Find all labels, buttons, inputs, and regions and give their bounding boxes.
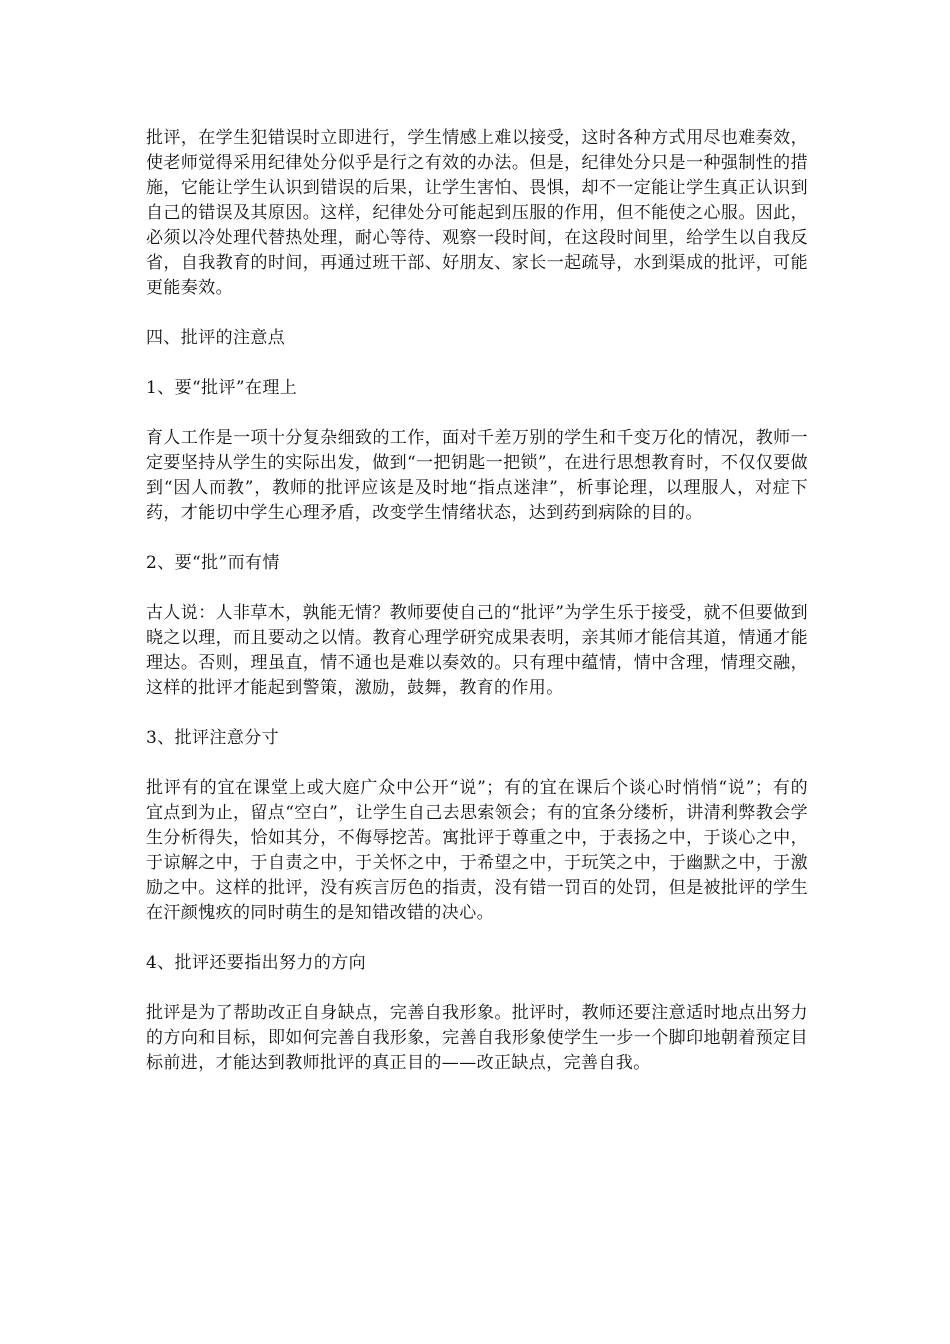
section-heading-attention-points: 四、批评的注意点 [146,328,286,348]
paragraph-criticism-direction: 批评是为了帮助改正自身缺点，完善自我形象。批评时，教师还要注意适时地点出努力的方向和目标，即如何完善自我形象，完善自我形象使学生一步一个脚印地朝着预定目标前进，才能达到教师批评的真正目的——改正缺点，完善自我。 [146,1003,808,1073]
paragraph-criticism-reason: 育人工作是一项十分复杂细致的工作，面对千差万别的学生和千变万化的情况，教师一定要坚持从学生的实际出发，做到“一把钥匙一把锁”，在进行思想教育时，不仅仅要做到“因人而教”，教师的批评应该是及时地“指点迷津”，析事论理，以理服人，对症下药，才能切中学生心理矛盾，改变学生情绪状态，达到药到病除的目的。 [146,428,808,523]
subheading-criticism-emotion: 2、要“批”而有情 [146,553,280,573]
subheading-criticism-reason: 1、要“批评”在理上 [146,378,298,398]
subheading-criticism-measure: 3、批评注意分寸 [146,728,280,748]
paragraph-cold-treatment: 批评，在学生犯错误时立即进行，学生情感上难以接受，这时各种方式用尽也难奏效，使老师觉得采用纪律处分似乎是行之有效的办法。但是，纪律处分只是一种强制性的措施，它能让学生认识到错误的后果，让学生害怕、畏惧，却不一定能让学生真正认识到自己的错误及其原因。这样，纪律处分可能起到压服的作用，但不能使之心服。因此，必须以冷处理代替热处理，耐心等待、观察一段时间，在这段时间里，给学生以自我反省，自我教育的时间，再通过班干部、好朋友、家长一起疏导，水到渠成的批评，可能更能奏效。 [146,128,808,298]
paragraph-criticism-measure: 批评有的宜在课堂上或大庭广众中公开“说”；有的宜在课后个谈心时悄悄“说”；有的宜点到为止，留点“空白”，让学生自己去思索领会；有的宜条分缕析，讲清利弊教会学生分析得失，恰如其分，不侮辱挖苦。寓批评于尊重之中，于表扬之中，于谈心之中，于谅解之中，于自责之中，于关怀之中，于希望之中，于玩笑之中，于幽默之中，于激励之中。这样的批评，没有疾言厉色的指责，没有错一罚百的处罚，但是被批评的学生在汗颜愧疚的同时萌生的是知错改错的决心。 [146,778,808,923]
subheading-criticism-direction: 4、批评还要指出努力的方向 [146,953,367,973]
document-page [146,126,808,1101]
paragraph-criticism-emotion: 古人说：人非草木，孰能无情？教师要使自己的“批评”为学生乐于接受，就不但要做到晓之以理，而且要动之以情。教育心理学研究成果表明，亲其师才能信其道，情通才能理达。否则，理虽直，情不通也是难以奏效的。只有理中蕴情，情中含理，情理交融，这样的批评才能起到警策，激励，鼓舞，教育的作用。 [146,603,808,698]
